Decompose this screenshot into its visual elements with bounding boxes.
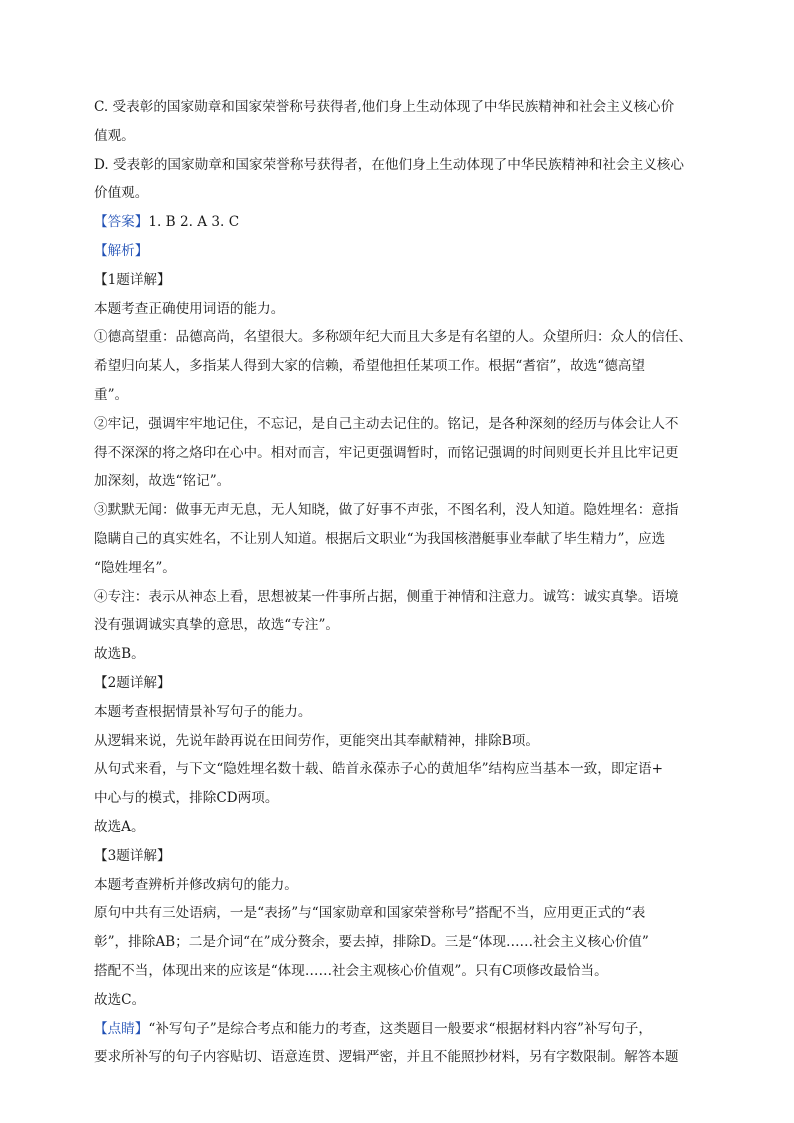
text-line: 重”。 [94,386,129,403]
section-marker: 【点睛】 [94,1020,149,1037]
line-text: 1. B 2. A 3. C [148,214,240,231]
text-line: 本题考查根据情景补写句子的能力。 [94,703,312,720]
text-line: 从逻辑来说，先说年龄再说在田间劳作，更能突出其奉献精神，排除B项。 [94,732,539,749]
text-line: 故选B。 [94,646,145,663]
document-body [94,93,704,1072]
text-line: 搭配不当，体现出来的应该是“体现……社会主观核心价值观”。只有C项修改最恰当。 [94,962,608,979]
text-line: 加深刻，故选“铭记”。 [94,473,231,490]
text-line: 故选A。 [94,818,145,835]
text-line: 【3题详解】 [94,847,171,864]
text-line: 中心与的模式，排除CD两项。 [94,790,279,807]
text-line: D. 受表彰的国家勋章和国家荣誉称号获得者，在他们身上生动体现了中华民族精神和社会主义核心 [94,156,684,173]
text-line: “隐姓埋名”。 [94,559,176,576]
text-line: 希望归向某人，多指某人得到大家的信赖，希望他担任某项工作。根据“耆宿”，故选“德高望 [94,358,646,375]
text-line: 值观。 [94,127,135,144]
text-line: 从句式来看，与下文“隐姓埋名数十载、皓首永葆赤子心的黄旭华”结构应当基本一致，即定语+ [94,761,664,778]
text-line: C. 受表彰的国家勋章和国家荣誉称号获得者,他们身上生动体现了中华民族精神和社会主义核心价 [94,99,675,115]
text-line: 【2题详解】 [94,674,171,691]
text-line: 故选C。 [94,991,146,1008]
text-line: 【1题详解】 [94,271,171,288]
text-line: ①德高望重：品德高尚，名望很大。多称颂年纪大而且大多是有名望的人。众望所归：众人的信任、 [94,329,693,346]
text-line: 本题考查正确使用词语的能力。 [94,300,285,317]
text-line [94,1015,704,1044]
text-line: 【解析】 [94,242,149,259]
text-line: 得不深深的将之烙印在心中。相对而言，牢记更强调暂时，而铭记强调的时间则更长并且比牢记更 [94,444,679,461]
section-marker: 【答案】 [94,214,149,231]
text-line: 要求所补写的句子内容贴切、语意连贯、逻辑严密，并且不能照抄材料，另有字数限制。解答本题 [94,1049,679,1066]
text-line: ②牢记，强调牢牢地记住，不忘记，是自己主动去记住的。铭记，是各种深刻的经历与体会让人不 [94,415,679,432]
text-line: 隐瞒自己的真实姓名，不让别人知道。根据后文职业“为我国核潜艇事业奉献了毕生精力”，应选 [94,530,666,547]
text-line: 没有强调诚实真挚的意思，故选“专注”。 [94,617,339,634]
text-line: ④专注：表示从神态上看，思想被某一件事所占据，侧重于神情和注意力。诚笃：诚实真挚。语境 [94,588,679,605]
text-line: 本题考查辨析并修改病句的能力。 [94,876,298,893]
text-line: 彰”，排除AB；二是介词“在”成分赘余，要去掉，排除D。三是“体现……社会主义核心价值” [94,934,649,951]
line-text: “补写句子”是综合考点和能力的考查，这类题目一般要求“根据材料内容”补写句子， [148,1020,652,1037]
text-line [94,208,704,237]
text-line: 原句中共有三处语病，一是“表扬”与“国家勋章和国家荣誉称号”搭配不当，应用更正式的“表 [94,905,646,922]
text-line: ③默默无闻：做事无声无息，无人知晓，做了好事不声张，不图名利，没人知道。隐姓埋名：意指 [94,502,679,519]
text-line: 价值观。 [94,185,149,202]
